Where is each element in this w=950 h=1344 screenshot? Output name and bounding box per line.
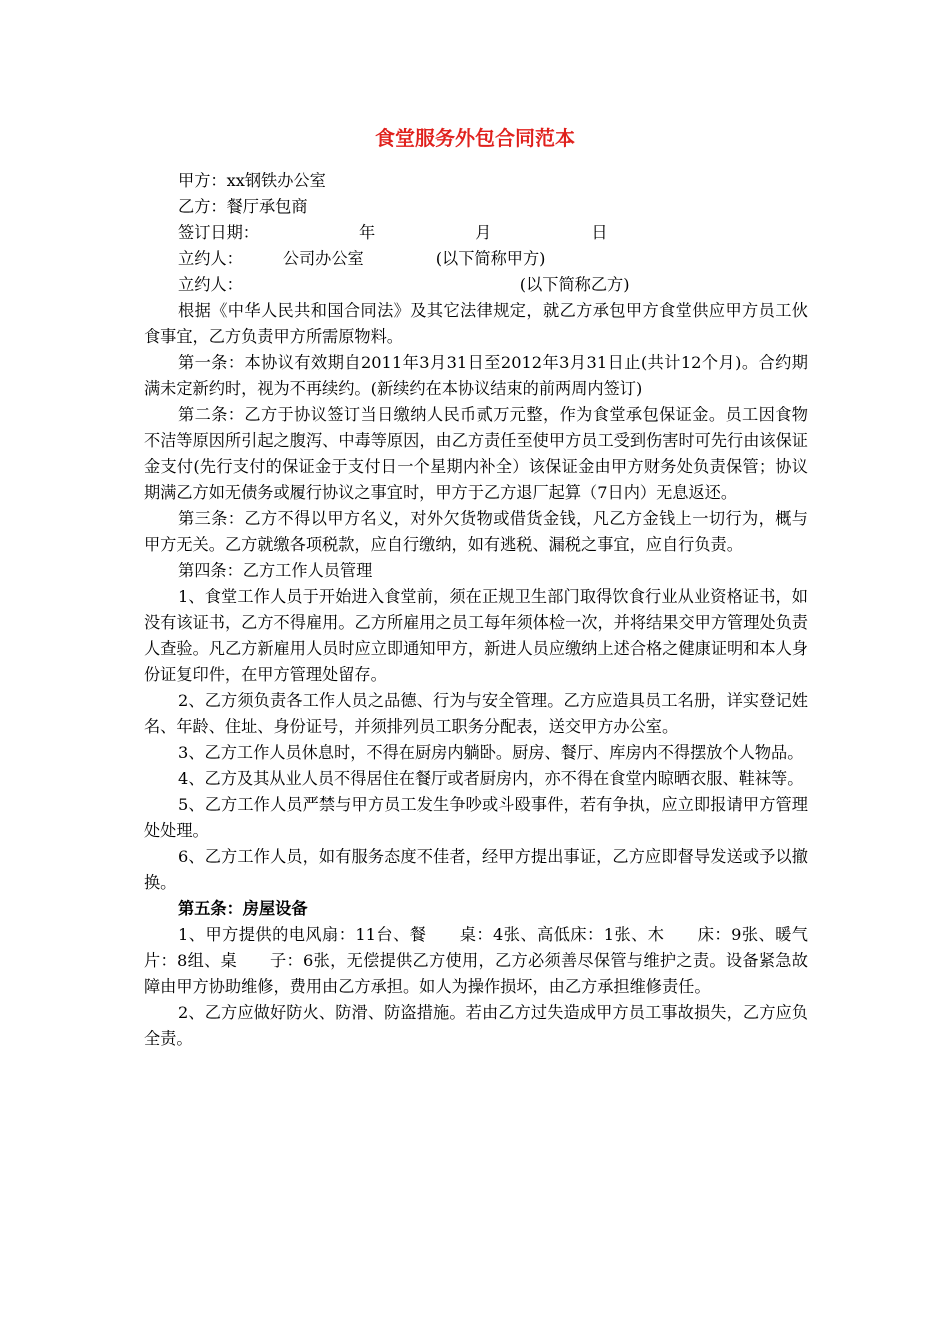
article-5-item-2: 2、乙方应做好防火、防滑、防盗措施。若由乙方过失造成甲方员工事故损失，乙方应负全责。 xyxy=(144,1003,808,1048)
signer-a-value: 公司办公室 xyxy=(282,249,364,268)
article-1: 第一条：本协议有效期自2011年3月31日至2012年3月31日止(共计12个月)。合约期满未定新约时，视为不再续约。(新续约在本协议结束的前两周内签订) xyxy=(144,353,808,398)
article-5-heading: 第五条：房屋设备 xyxy=(178,899,308,918)
party-b-line xyxy=(144,194,808,220)
sign-date-line xyxy=(144,220,808,246)
article-4-item-4: 4、乙方及其从业人员不得居住在餐厅或者厨房内，亦不得在食堂内晾晒衣服、鞋袜等。 xyxy=(178,769,804,788)
signer-b-note: (以下简称乙方) xyxy=(519,275,630,294)
signer-b-label: 立约人： xyxy=(178,275,243,294)
sign-date-label: 签订日期： xyxy=(178,223,259,242)
party-b-value: 餐厅承包商 xyxy=(226,197,308,216)
signer-a-label: 立约人： xyxy=(178,249,243,268)
signer-a-note: (以下简称甲方) xyxy=(435,249,546,268)
document-body xyxy=(144,168,808,1052)
article-4-item-5: 5、乙方工作人员严禁与甲方员工发生争吵或斗殴事件，若有争执，应立即报请甲方管理处处理。 xyxy=(144,795,808,840)
article-2: 第二条：乙方于协议签订当日缴纳人民币贰万元整，作为食堂承包保证金。员工因食物不洁等原因所引起之腹泻、中毒等原因，由乙方责任至使甲方员工受到伤害时可先行由该保证金支付(先行支付的保证金于支付日一个星期内补全）该保证金由甲方财务处负责保管；协议期满乙方如无债务或履行协议之事宜时，甲方于乙方退厂起算（7日内）无息返还。 xyxy=(144,405,808,502)
party-a-label: 甲方： xyxy=(178,171,227,190)
article-4-item-3: 3、乙方工作人员休息时，不得在厨房内躺卧。厨房、餐厅、库房内不得摆放个人物品。 xyxy=(178,743,804,762)
year-label: 年 xyxy=(358,223,376,242)
article-4-item-1: 1、食堂工作人员于开始进入食堂前，须在正规卫生部门取得饮食行业从业资格证书，如没有该证书，乙方不得雇用。乙方所雇用之员工每年须体检一次，并将结果交甲方管理处负责人查验。凡乙方新雇用人员时应立即通知甲方，新进人员应缴纳上述合格之健康证明和本人身份证复印件，在甲方管理处留存。 xyxy=(144,587,808,684)
article-4-item-6: 6、乙方工作人员，如有服务态度不佳者，经甲方提出事证，乙方应即督导发送或予以撤换。 xyxy=(144,847,808,892)
month-label: 月 xyxy=(475,223,492,242)
article-4-heading: 第四条：乙方工作人员管理 xyxy=(178,561,373,580)
article-5-item-1: 1、甲方提供的电风扇：11台、餐 桌：4张、高低床：1张、木 床：9张、暖气片：8组、桌 子：6张，无偿提供乙方使用，乙方必须善尽保管与维护之责。设备紧急故障由甲方协助维修，费用由乙方承担。如人为操作损坏，由乙方承担维修责任。 xyxy=(144,925,808,996)
day-label: 日 xyxy=(591,223,608,242)
intro-paragraph: 根据《中华人民共和国合同法》及其它法律规定，就乙方承包甲方食堂供应甲方员工伙食事宜，乙方负责甲方所需原物料。 xyxy=(144,301,808,346)
article-3: 第三条：乙方不得以甲方名义，对外欠货物或借货金钱，凡乙方金钱上一切行为，概与甲方无关。乙方就缴各项税款，应自行缴纳，如有逃税、漏税之事宜，应自行负责。 xyxy=(144,509,808,554)
signer-a-line xyxy=(144,246,808,272)
party-a-line xyxy=(144,168,808,194)
party-a-value: xx钢铁办公室 xyxy=(226,171,326,190)
signer-b-line xyxy=(144,272,808,298)
party-b-label: 乙方： xyxy=(178,197,227,216)
document-title: 食堂服务外包合同范本 xyxy=(375,126,575,150)
article-4-item-2: 2、乙方须负责各工作人员之品德、行为与安全管理。乙方应造具员工名册，详实登记姓名、年龄、住址、身份证号，并须排列员工职务分配表，送交甲方办公室。 xyxy=(144,691,808,736)
